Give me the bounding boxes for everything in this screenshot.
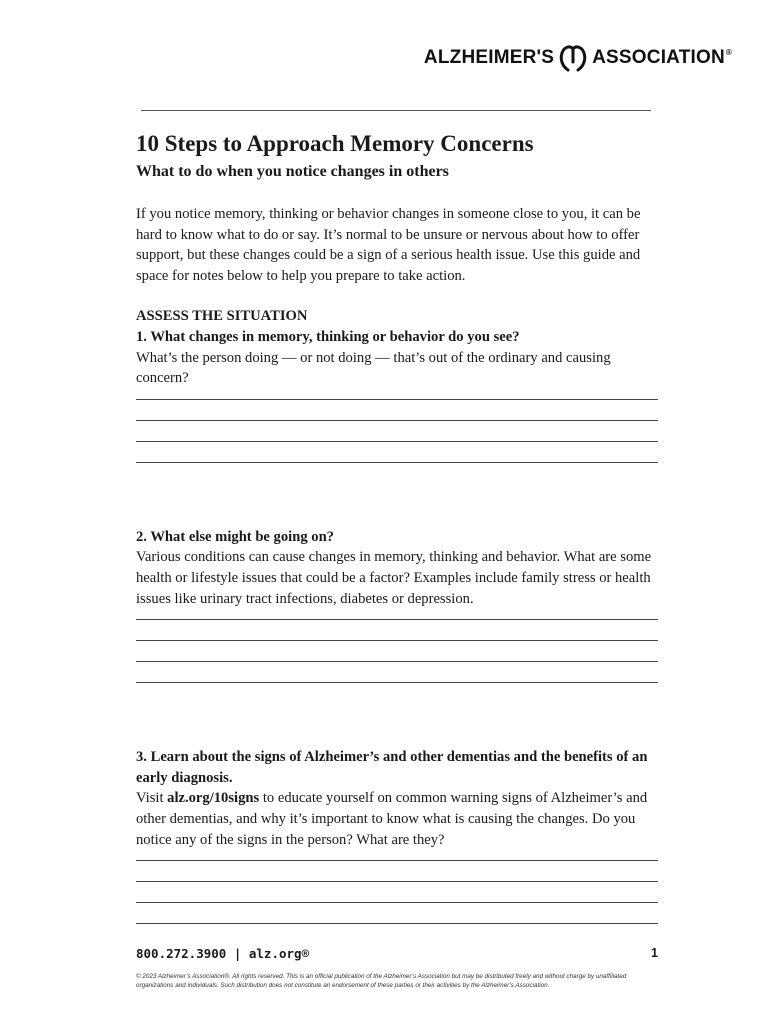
step-3-body-suffix: to educate yourself on common warning signs of Alzheimer’s and other dementias, and why it’s important to know what is causing the changes. Do you notice any of the signs in the person? What are they?: [136, 790, 648, 848]
page-title: 10 Steps to Approach Memory Concerns: [136, 131, 534, 156]
step-3-body: [136, 788, 658, 850]
page-subtitle: What to do when you notice changes in others: [136, 163, 449, 180]
legal-notice: © 2023 Alzheimer’s Association®. All rights reserved. This is an official publication of the Alzheimer’s Association but may be distributed freely and without charge by unaffiliated organizations and individuals. Such distribution does not constitute an endorsement of these parties or their activities by the Alzheimer’s Association.: [136, 973, 627, 989]
intro-paragraph: If you notice memory, thinking or behavior changes in someone close to you, it can be hard to know what to do or say. It’s normal to be unsure or nervous about how to offer support, but these changes could be a sign of a serious health issue. Use this guide and space for notes below to help you prepare to take action.: [136, 206, 641, 284]
note-line[interactable]: [136, 902, 658, 923]
footer: [136, 946, 658, 961]
note-line[interactable]: [136, 399, 658, 420]
note-line[interactable]: [136, 923, 658, 944]
step-1-body: What’s the person doing — or not doing — that’s out of the ordinary and causing concern?: [136, 349, 611, 387]
header-divider: [141, 110, 651, 111]
step-2-notes: [136, 619, 658, 703]
step-3-body-prefix: Visit: [136, 790, 168, 807]
step-3: [136, 747, 658, 944]
footer-contact: 800.272.3900 | alz.org®: [136, 946, 310, 961]
note-line[interactable]: [136, 682, 658, 703]
step-1-question: 1. What changes in memory, thinking or behavior do you see?: [136, 328, 520, 345]
alzheimers-association-logo: [424, 44, 732, 72]
note-line[interactable]: [136, 619, 658, 640]
step-3-notes: [136, 860, 658, 944]
step-2-question: 2. What else might be going on?: [136, 528, 334, 545]
section-title: ASSESS THE SITUATION: [136, 308, 308, 325]
note-line[interactable]: [136, 462, 658, 483]
document-body: [136, 128, 658, 944]
step-2-body: Various conditions can cause changes in memory, thinking and behavior. What are some health or lifestyle issues that could be a factor? Examples include family stress or health issues like urinary tract infections, diabetes or depression.: [136, 549, 652, 607]
page-number: 1: [651, 946, 658, 960]
note-line[interactable]: [136, 420, 658, 441]
note-line[interactable]: [136, 881, 658, 902]
note-line[interactable]: [136, 860, 658, 881]
note-line[interactable]: [136, 441, 658, 462]
logo-registered-mark: ®: [725, 47, 732, 57]
alz-10signs-link[interactable]: alz.org/10signs: [167, 790, 260, 807]
note-line[interactable]: [136, 661, 658, 682]
logo-left-text: ALZHEIMER'S: [423, 47, 555, 68]
step-3-question: 3. Learn about the signs of Alzheimer’s and other dementias and the benefits of an early diagnosis.: [136, 749, 648, 786]
logo-right-text: ASSOCIATION: [592, 47, 725, 68]
brain-profile-logo-icon: [558, 44, 588, 72]
step-1: [136, 327, 658, 483]
note-line[interactable]: [136, 640, 658, 661]
step-1-notes: [136, 399, 658, 483]
step-2: [136, 527, 658, 703]
